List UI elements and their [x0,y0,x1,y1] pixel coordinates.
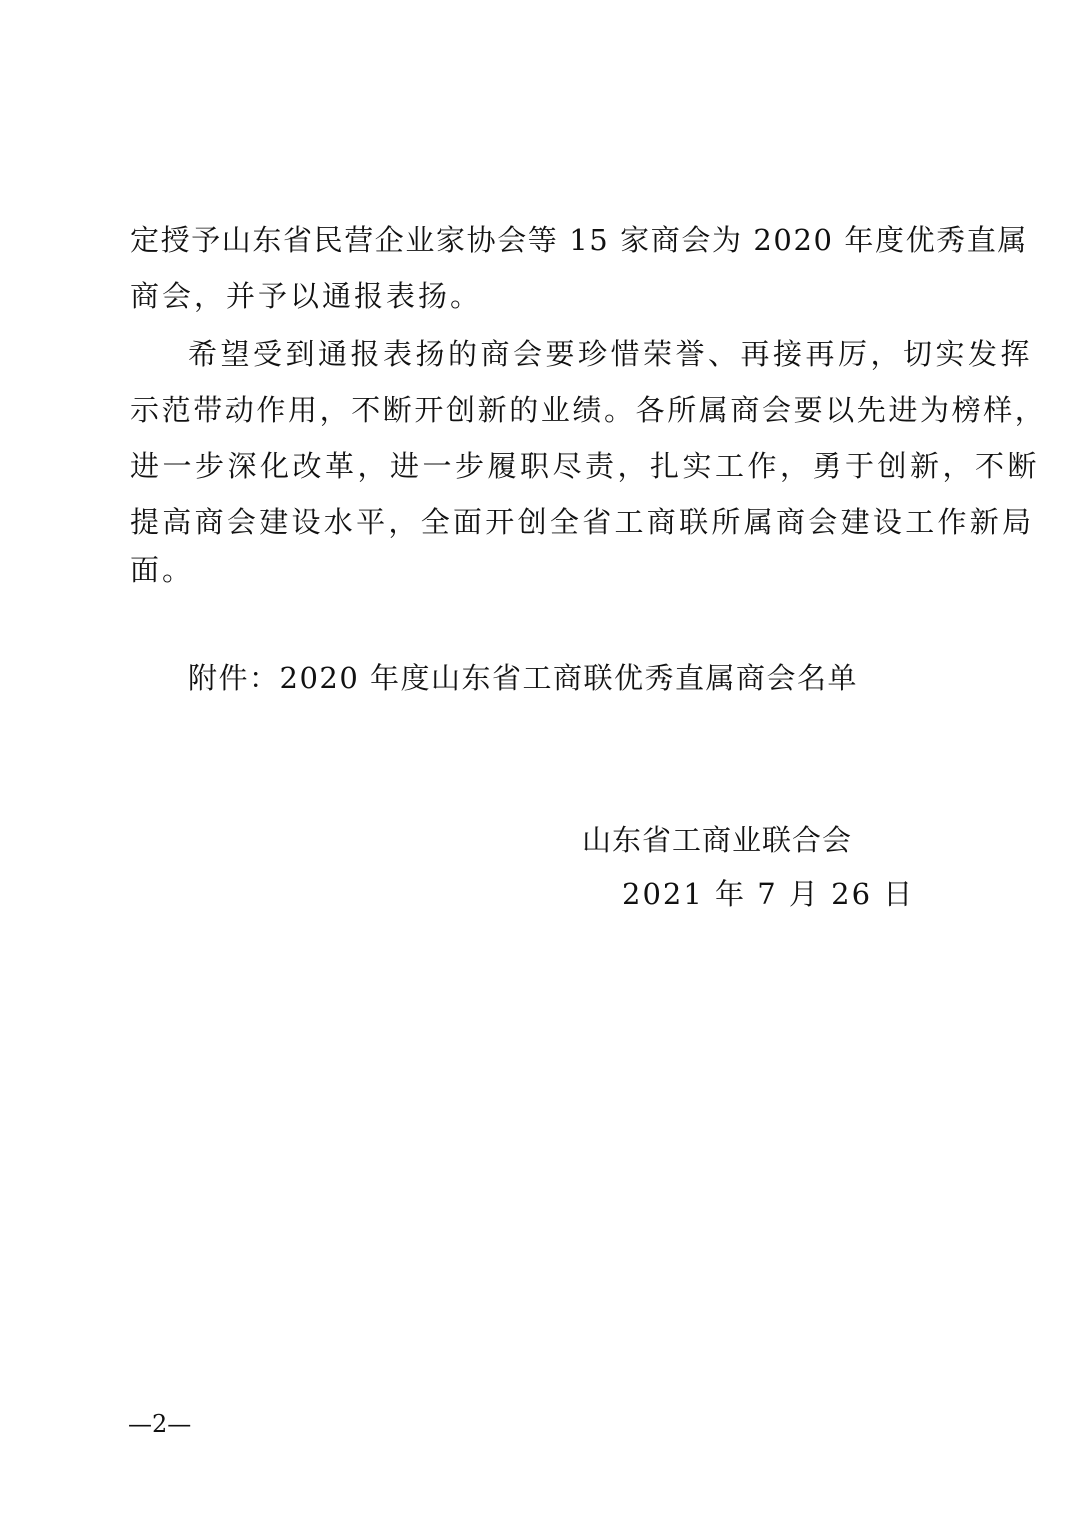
body-line-4: 示范带动作用，不断开创新的业绩。各所属商会要以先进为榜样， [130,393,1047,427]
body-line-2: 商会，并予以通报表扬。 [130,279,483,313]
page-number: —2— [128,1410,192,1438]
body-line-3: 希望受到通报表扬的商会要珍惜荣誉、再接再厉，切实发挥 [188,337,1034,371]
attachment-note: 附件：2020 年度山东省工商联优秀直属商会名单 [188,661,859,695]
body-line-5: 进一步深化改革，进一步履职尽责，扎实工作，勇于创新，不断 [130,449,1041,483]
body-line-7: 面。 [130,553,195,587]
body-line-1: 定授予山东省民营企业家协会等 15 家商会为 2020 年度优秀直属 [130,223,1028,257]
signature-date: 2021 年 7 月 26 日 [622,877,915,911]
signature-organization: 山东省工商业联合会 [582,823,853,857]
body-line-6: 提高商会建设水平，全面开创全省工商联所属商会建设工作新局 [130,505,1035,539]
